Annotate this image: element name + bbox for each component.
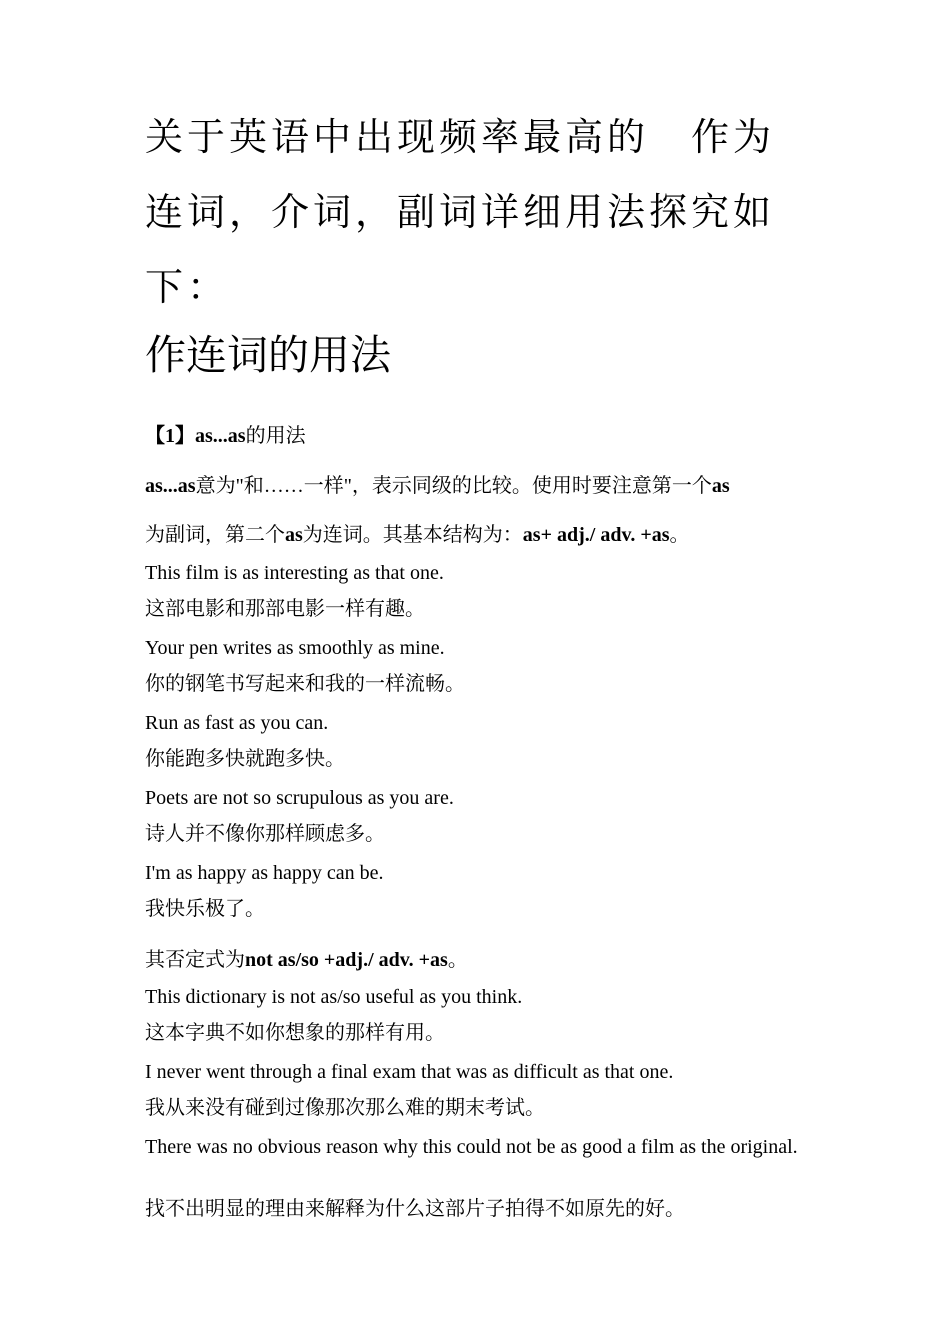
- example-zh: 找不出明显的理由来解释为什么这部片子拍得不如原先的好。: [145, 1198, 685, 1220]
- negative-form: [145, 948, 810, 972]
- subsection-suffix: 的用法: [245, 425, 306, 447]
- example-zh: 诗人并不像你那样顾虑多。: [145, 823, 385, 845]
- intro-text-3: 为连词。其基本结构为：: [302, 524, 523, 546]
- subsection-term: as...as: [195, 425, 246, 447]
- intro-term: as...as: [145, 475, 196, 497]
- example-en: I never went through a final exam that was as difficult as that one.: [145, 1061, 674, 1083]
- example-zh: 你能跑多快就跑多快。: [145, 748, 345, 770]
- intro-line-2: [145, 523, 810, 547]
- negative-text: 其否定式为: [145, 949, 245, 971]
- intro-structure: as+ adj./ adv. +as: [522, 524, 670, 546]
- example-zh: 你的钢笔书写起来和我的一样流畅。: [145, 673, 465, 695]
- title-line-2: 连词，介词，副词详细用法探究如: [145, 190, 776, 234]
- example-en: Poets are not so scrupulous as you are.: [145, 787, 454, 809]
- intro-line-1: [145, 474, 810, 498]
- section-heading: 作连词的用法: [145, 331, 391, 379]
- intro-term-3: as: [285, 524, 303, 546]
- example-en: Your pen writes as smoothly as mine.: [145, 637, 445, 659]
- example-en: This dictionary is not as/so useful as you think.: [145, 986, 523, 1008]
- subsection-heading: [145, 424, 810, 448]
- example-zh: 这部电影和那部电影一样有趣。: [145, 598, 425, 620]
- example-zh: 我从来没有碰到过像那次那么难的期末考试。: [145, 1097, 545, 1119]
- intro-text: 意为"和……一样"，表示同级的比较。使用时要注意第一个: [195, 475, 712, 497]
- example-en: There was no obvious reason why this could not be as good a film as the original.: [145, 1136, 798, 1158]
- example-zh: 这本字典不如你想象的那样有用。: [145, 1022, 445, 1044]
- example-en: This film is as interesting as that one.: [145, 562, 444, 584]
- example-en: Run as fast as you can.: [145, 712, 329, 734]
- subsection-number: 【1】: [145, 425, 195, 447]
- intro-text-2: 为副词，第二个: [145, 524, 285, 546]
- document-title: [145, 100, 810, 325]
- intro-term-2: as: [711, 475, 730, 497]
- title-line-1: 关于英语中出现频率最高的 作为: [145, 115, 776, 159]
- example-en: I'm as happy as happy can be.: [145, 862, 384, 884]
- negative-structure: not as/so +adj./ adv. +as: [245, 949, 448, 971]
- intro-end: 。: [669, 524, 690, 546]
- title-line-3: 下：: [145, 265, 230, 309]
- example-zh: 我快乐极了。: [145, 898, 265, 920]
- negative-end: 。: [447, 949, 468, 971]
